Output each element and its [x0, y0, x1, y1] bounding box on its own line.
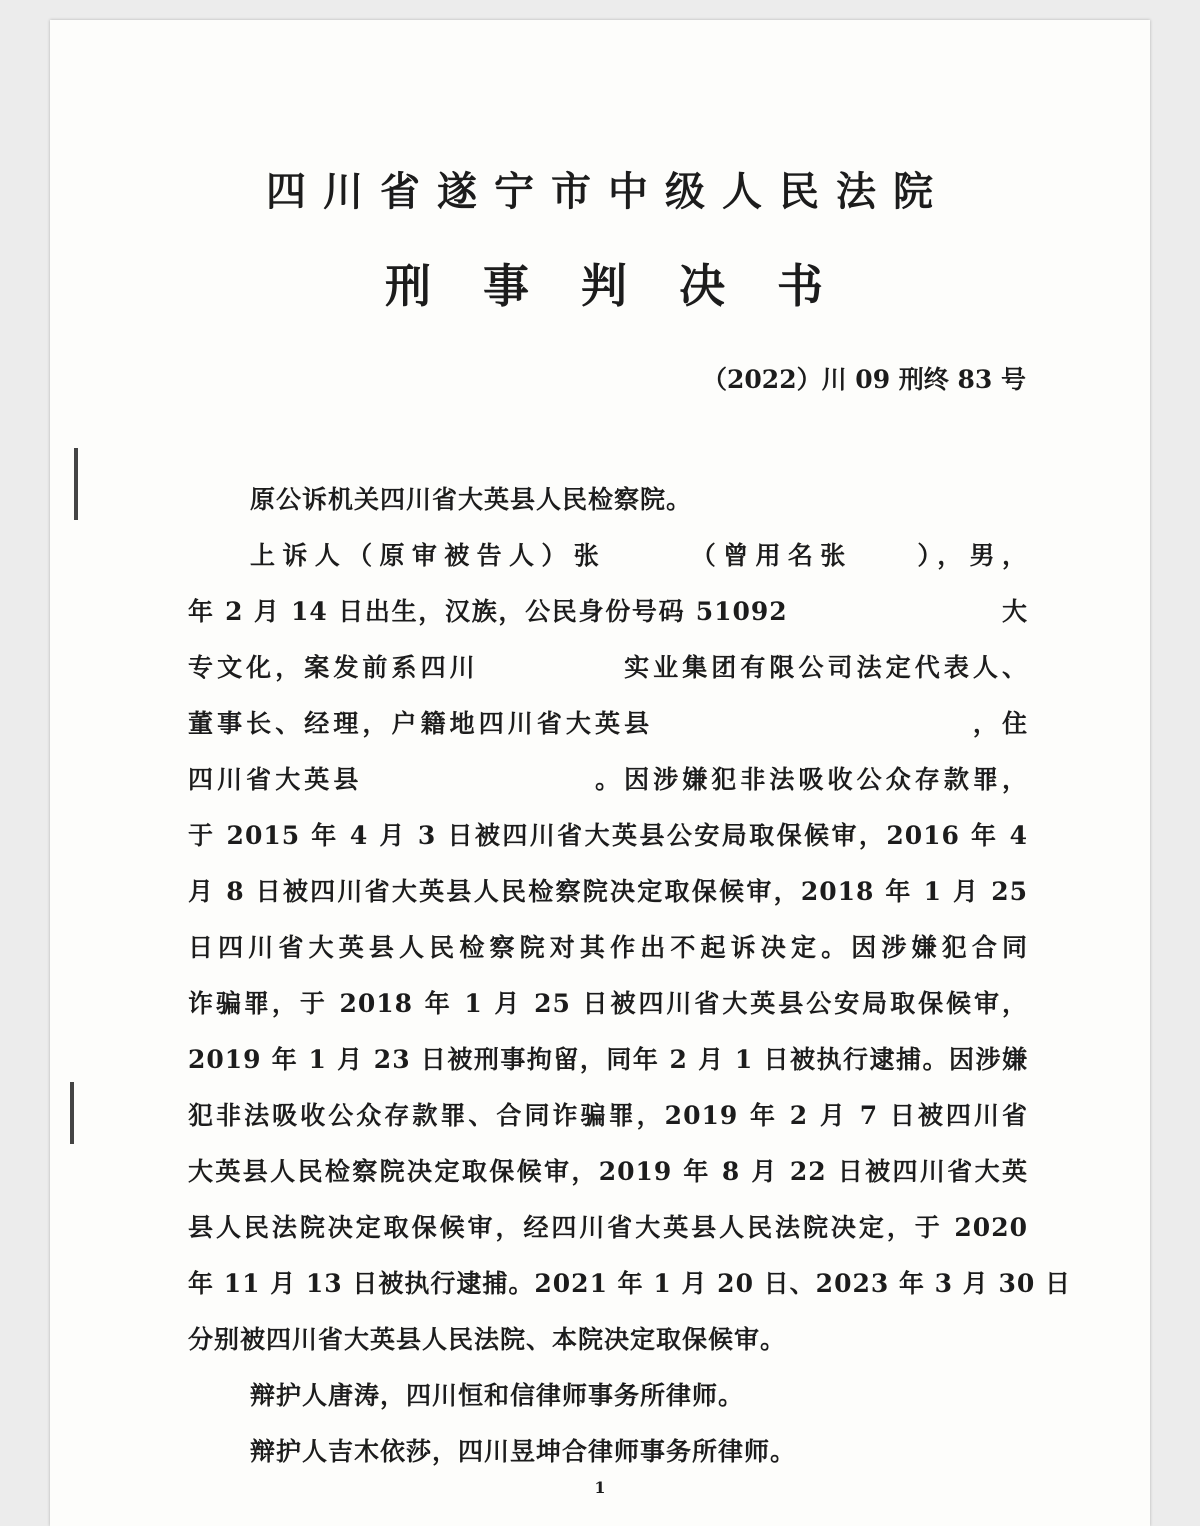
text-line: 专文化，案发前系四川 实业集团有限公司法定代表人、	[188, 653, 1028, 682]
text-line: 四川省大英县 。因涉嫌犯非法吸收公众存款罪，	[188, 765, 1028, 794]
document-type: 刑事判决书	[385, 259, 875, 313]
text-line: 年 2 月 14 日出生，汉族，公民身份号码 51092 大	[188, 597, 1028, 626]
text-line: 大英县人民检察院决定取保候审，2019 年 8 月 22 日被四川省大英	[188, 1157, 1028, 1186]
text-line: 辩护人唐涛，四川恒和信律师事务所律师。	[250, 1381, 745, 1410]
text-line: 上诉人（原审被告人）张 （曾用名张 ），男，	[250, 541, 1028, 570]
margin-mark	[74, 448, 78, 520]
text-line: 分别被四川省大英县人民法院、本院决定取保候审。	[188, 1325, 787, 1354]
margin-mark	[70, 1082, 74, 1144]
text-line: 县人民法院决定取保候审，经四川省大英县人民法院决定，于 2020	[188, 1213, 1028, 1242]
case-number: （2022）川 09 刑终 83 号	[702, 365, 1026, 394]
page-number: 1	[594, 1478, 606, 1497]
text-line: 2019 年 1 月 23 日被刑事拘留，同年 2 月 1 日被执行逮捕。因涉嫌	[188, 1045, 1028, 1074]
text-line: 诈骗罪，于 2018 年 1 月 25 日被四川省大英县公安局取保候审，	[188, 989, 1028, 1018]
text-line: 于 2015 年 4 月 3 日被四川省大英县公安局取保候审，2016 年 4	[188, 821, 1028, 850]
text-line: 月 8 日被四川省大英县人民检察院决定取保候审，2018 年 1 月 25	[188, 877, 1028, 906]
text-line: 年 11 月 13 日被执行逮捕。2021 年 1 月 20 日、2023 年 3 月 30 日	[188, 1269, 1071, 1298]
court-name: 四川省遂宁市中级人民法院	[266, 169, 950, 215]
text-line: 辩护人吉木依莎，四川昱坤合律师事务所律师。	[250, 1437, 797, 1466]
text-line: 犯非法吸收公众存款罪、合同诈骗罪，2019 年 2 月 7 日被四川省	[188, 1101, 1028, 1130]
text-line: 原公诉机关四川省大英县人民检察院。	[250, 485, 693, 514]
text-line: 董事长、经理，户籍地四川省大英县 ，住	[188, 709, 1028, 738]
document-page	[50, 20, 1150, 1526]
text-line: 日四川省大英县人民检察院对其作出不起诉决定。因涉嫌犯合同	[188, 933, 1028, 962]
